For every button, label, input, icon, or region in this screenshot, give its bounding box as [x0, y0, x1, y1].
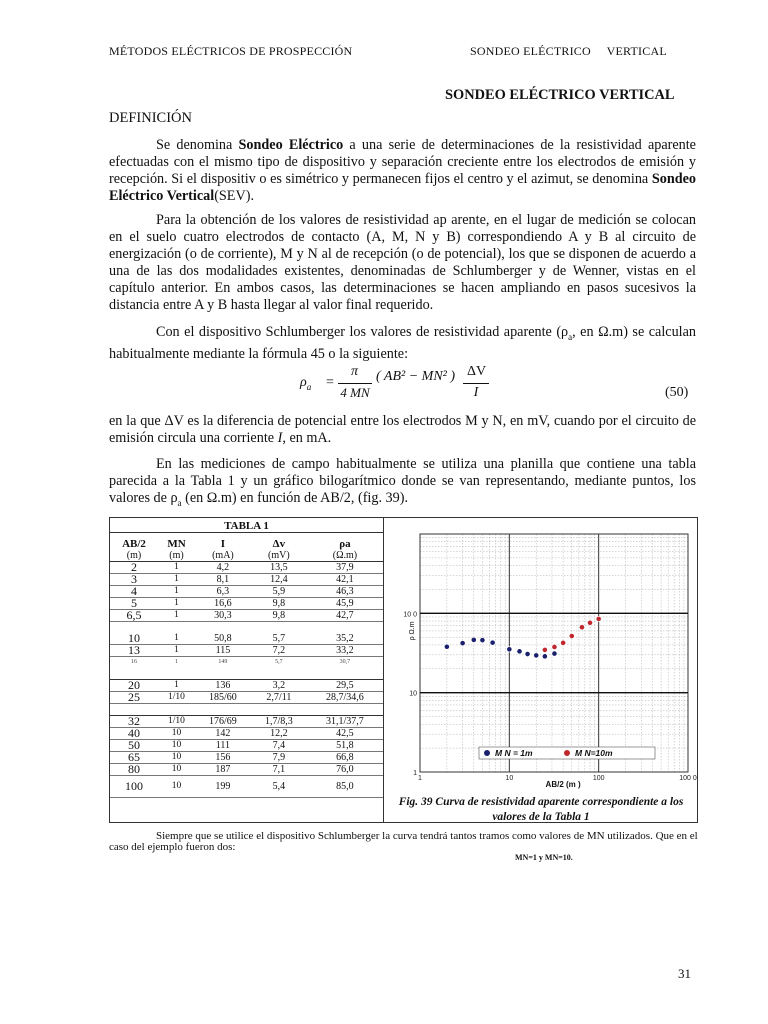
table-cell: 35,2 — [307, 633, 383, 645]
table-cell: 100 — [110, 776, 158, 798]
page-number: 31 — [678, 966, 691, 981]
header-cell: I — [220, 538, 226, 550]
table-cell: 50,8 — [195, 633, 251, 645]
data-point-mn-1 — [534, 653, 539, 658]
table-cell: 10 — [158, 776, 195, 798]
data-table-1 — [109, 517, 384, 823]
table-cell: 115 — [195, 645, 251, 657]
data-point-mn-1 — [444, 644, 449, 649]
table-row — [110, 752, 383, 764]
definition-heading: DEFINICIÓN — [109, 110, 192, 126]
table-cell: 149 — [218, 659, 228, 665]
table-cell: 80 — [110, 764, 158, 776]
table-cell: 40 — [110, 728, 158, 740]
table-cell: 12,4 — [251, 574, 307, 586]
table-cell: 9,8 — [251, 610, 307, 622]
table-cell: 111 — [195, 740, 251, 752]
data-point-mn-1 — [471, 637, 476, 642]
table-cell — [251, 622, 307, 634]
formula-50: $\rho_a$ = π 4 MN ( AB² − MN² ) ΔV I (50) — [300, 364, 689, 400]
table-cell: 13 — [110, 645, 158, 657]
table-cell: 1 — [158, 680, 195, 692]
unit-cell: (mA) — [212, 550, 234, 561]
table-cell — [158, 704, 195, 716]
x-tick-label: 1 — [418, 775, 422, 782]
table-cell: 42,5 — [307, 728, 383, 740]
data-point-mn-10 — [596, 616, 601, 621]
table-cell: 16 — [131, 659, 138, 665]
unit-cell: (Ω.m) — [332, 550, 358, 561]
table-cell: 1,7/8,3 — [251, 716, 307, 728]
table-row — [110, 668, 383, 680]
closing-note-values: MN=1 y MN=10. — [515, 853, 573, 862]
table-cell: 1 — [158, 586, 195, 598]
table-cell: 7,9 — [251, 752, 307, 764]
table-row — [110, 645, 383, 657]
table-cell: 3,2 — [251, 680, 307, 692]
table-cell: 65 — [110, 752, 158, 764]
table-cell: 1 — [174, 659, 178, 665]
legend-label: M N=10m — [575, 748, 613, 758]
y-tick-label: 1 — [413, 770, 417, 777]
data-point-mn-1 — [507, 647, 512, 652]
table-cell: 13,5 — [251, 562, 307, 574]
table-cell — [251, 704, 307, 716]
table-cell: 176/69 — [195, 716, 251, 728]
table-row — [110, 728, 383, 740]
unit-cell: (m) — [126, 550, 142, 561]
table-cell: 10 — [110, 633, 158, 645]
table-row — [110, 680, 383, 692]
data-point-mn-10 — [542, 647, 547, 652]
table-row — [110, 562, 383, 574]
table-row — [110, 657, 383, 669]
paragraph-delta-v: en la que ΔV es la diferencia de potencial entre los electrodos M y N, en mV, cuando por el circuito de emisión circula una corriente I, en mA. — [109, 413, 696, 446]
table-cell: 42,7 — [307, 610, 383, 622]
table-cell: 46,3 — [307, 586, 383, 598]
table-cell: 142 — [195, 728, 251, 740]
table-cell — [307, 704, 383, 716]
table-cell: 10 — [158, 764, 195, 776]
table-cell — [307, 622, 383, 634]
table-cell: 9,8 — [251, 598, 307, 610]
table-cell — [158, 668, 195, 680]
data-point-mn-1 — [490, 640, 495, 645]
paragraph-schlumberger: Con el dispositivo Schlumberger los valores de resistividad aparente ($\rho_a$, en Ω.m) se calculan habitualmente mediante la fórmula 45 o la siguiente: — [109, 324, 696, 362]
table-row — [110, 776, 383, 798]
table-cell: 1 — [158, 574, 195, 586]
table-cell: 5,7 — [275, 659, 283, 665]
table-cell: 30,3 — [195, 610, 251, 622]
table-cell: 5 — [110, 598, 158, 610]
data-point-mn-10 — [579, 625, 584, 630]
y-tick-label: 10 — [409, 690, 417, 698]
table-cell: 1 — [158, 610, 195, 622]
table-cell: 156 — [195, 752, 251, 764]
unit-cell: (mV) — [268, 550, 290, 561]
table-cell — [158, 622, 195, 634]
table-cell: 1 — [158, 633, 195, 645]
table-cell: 1/10 — [158, 716, 195, 728]
table-cell: 37,9 — [307, 562, 383, 574]
table-cell: 7,4 — [251, 740, 307, 752]
data-point-mn-10 — [587, 620, 592, 625]
y-axis-label: ρ Ω.m — [409, 621, 416, 641]
table-cell: 1 — [158, 645, 195, 657]
closing-note: Siempre que se utilice el dispositivo Schlumberger la curva tendrá tantos tramos como valores de MN utilizados. Que en el caso del ejemplo fueron dos: — [109, 830, 698, 853]
header-cell: Δv — [272, 538, 286, 550]
table-cell: 4,2 — [195, 562, 251, 574]
table-row — [110, 740, 383, 752]
table-cell: 187 — [195, 764, 251, 776]
paragraph-field-sheet: En las mediciones de campo habitualmente se utiliza una planilla que contiene una tabla parecida a la Tabla 1 y un gráfico bilogarítmico donde se van representando, mediante puntos, los valores de $\rho_a$ (en Ω.m) en función de AB/2, (fig. 39). — [109, 456, 696, 508]
table-row — [110, 598, 383, 610]
table-cell: 185/60 — [195, 692, 251, 704]
table-row — [110, 716, 383, 728]
table-cell — [251, 668, 307, 680]
table-cell: 5,7 — [251, 633, 307, 645]
table-row — [110, 764, 383, 776]
table-row — [110, 704, 383, 716]
table-cell: 30,7 — [339, 659, 351, 665]
table-cell: 136 — [195, 680, 251, 692]
table-cell: 2,7/11 — [251, 692, 307, 704]
table-cell: 16,6 — [195, 598, 251, 610]
data-point-mn-10 — [561, 640, 566, 645]
table-cell: 85,0 — [307, 776, 383, 798]
legend-marker — [564, 750, 570, 756]
data-point-mn-10 — [552, 644, 557, 649]
table-cell: 7,2 — [251, 645, 307, 657]
table-cell — [307, 668, 383, 680]
y-tick-label: 10 0 — [403, 611, 417, 619]
header-cell: AB/2 — [122, 538, 146, 550]
table-cell: 31,1/37,7 — [307, 716, 383, 728]
table-cell: 25 — [110, 692, 158, 704]
table-cell: 4 — [110, 586, 158, 598]
table-cell: 50 — [110, 740, 158, 752]
data-point-mn-1 — [552, 651, 557, 656]
header-cell: MN — [167, 538, 186, 550]
data-point-mn-1 — [517, 649, 522, 654]
unit-cell: (m) — [169, 550, 184, 561]
table-cell: 10 — [158, 740, 195, 752]
table-cell: 3 — [110, 574, 158, 586]
table-cell: 1 — [158, 598, 195, 610]
section-title: SONDEO ELÉCTRICO VERTICAL — [445, 87, 675, 103]
table-cell: 76,0 — [307, 764, 383, 776]
table-title: TABLA 1 — [110, 520, 383, 532]
table-cell: 8,1 — [195, 574, 251, 586]
data-point-mn-1 — [460, 641, 465, 646]
figure-39-chart — [383, 517, 698, 823]
table-cell: 51,8 — [307, 740, 383, 752]
data-point-mn-10 — [569, 633, 574, 638]
x-tick-label: 100 — [592, 775, 605, 782]
running-header-right: SONDEO ELÉCTRICO VERTICAL — [470, 44, 667, 58]
table-cell — [195, 622, 251, 634]
table-cell: 28,7/34,6 — [307, 692, 383, 704]
legend-label: M N = 1m — [495, 748, 533, 758]
table-cell: 199 — [195, 776, 251, 798]
x-tick-label: 100 0 — [679, 775, 697, 782]
table-cell: 20 — [110, 680, 158, 692]
table-cell: 5,4 — [251, 776, 307, 798]
table-cell: 1 — [158, 562, 195, 574]
table-cell: 10 — [158, 728, 195, 740]
table-cell: 12,2 — [251, 728, 307, 740]
running-header-left: MÉTODOS ELÉCTRICOS DE PROSPECCIÓN — [109, 44, 353, 58]
table-body — [110, 532, 383, 798]
table-row — [110, 622, 383, 634]
table-row — [110, 586, 383, 598]
table-row — [110, 610, 383, 622]
table-cell: 10 — [158, 752, 195, 764]
legend-marker — [484, 750, 490, 756]
table-cell: 33,2 — [307, 645, 383, 657]
log-log-plot — [384, 518, 697, 822]
table-row — [110, 574, 383, 586]
table-cell — [195, 668, 251, 680]
header-cell: ρa — [339, 538, 351, 550]
table-cell: 42,1 — [307, 574, 383, 586]
table-cell: 32 — [110, 716, 158, 728]
table-cell: 7,1 — [251, 764, 307, 776]
x-tick-label: 10 — [505, 775, 514, 782]
figure-caption: Fig. 39 Curva de resistividad aparente correspondiente a los valores de la Tabla 1 — [398, 796, 684, 823]
paragraph-electrodes: Para la obtención de los valores de resistividad ap arente, en el lugar de medición se colocan en el suelo cuatro electrodos de contacto (A, M, N y B) correspondiendo A y B al circuito de energización (o de corriente), M y N al de recepción (o de potencial), los que se disponen de acuerdo a una de las dos modalidades existentes, denominadas de Schlumberger y de Wenner, vistas en el capítulo anterior. En ambos casos, las determinaciones se hacen ampliando en pasos sucesivos la distancia entre A y B hasta llegar al valor final requerido. — [109, 212, 696, 313]
table-cell: 6,3 — [195, 586, 251, 598]
paragraph-definition: Se denomina Sondeo Eléctrico a una serie de determinaciones de la resistividad aparente efectuadas con el mismo tipo de dispositivo y separación creciente entre los electrodos de emisión y recepción. Si el dispositiv o es simétrico y permanecen fijos el centro y el azimut, se denomina Sondeo Eléctrico Vertical(SEV). — [109, 137, 696, 204]
table-cell: 2 — [110, 562, 158, 574]
table-row — [110, 692, 383, 704]
data-point-mn-1 — [525, 651, 530, 656]
table-row — [110, 633, 383, 645]
x-axis-label: AB/2 (m ) — [545, 780, 581, 789]
table-cell — [195, 704, 251, 716]
data-point-mn-1 — [542, 654, 547, 659]
data-point-mn-1 — [480, 638, 485, 643]
table-cell: 6,5 — [110, 610, 158, 622]
table-cell: 1/10 — [158, 692, 195, 704]
table-cell: 66,8 — [307, 752, 383, 764]
table-cell: 45,9 — [307, 598, 383, 610]
table-cell: 29,5 — [307, 680, 383, 692]
table-cell: 5,9 — [251, 586, 307, 598]
